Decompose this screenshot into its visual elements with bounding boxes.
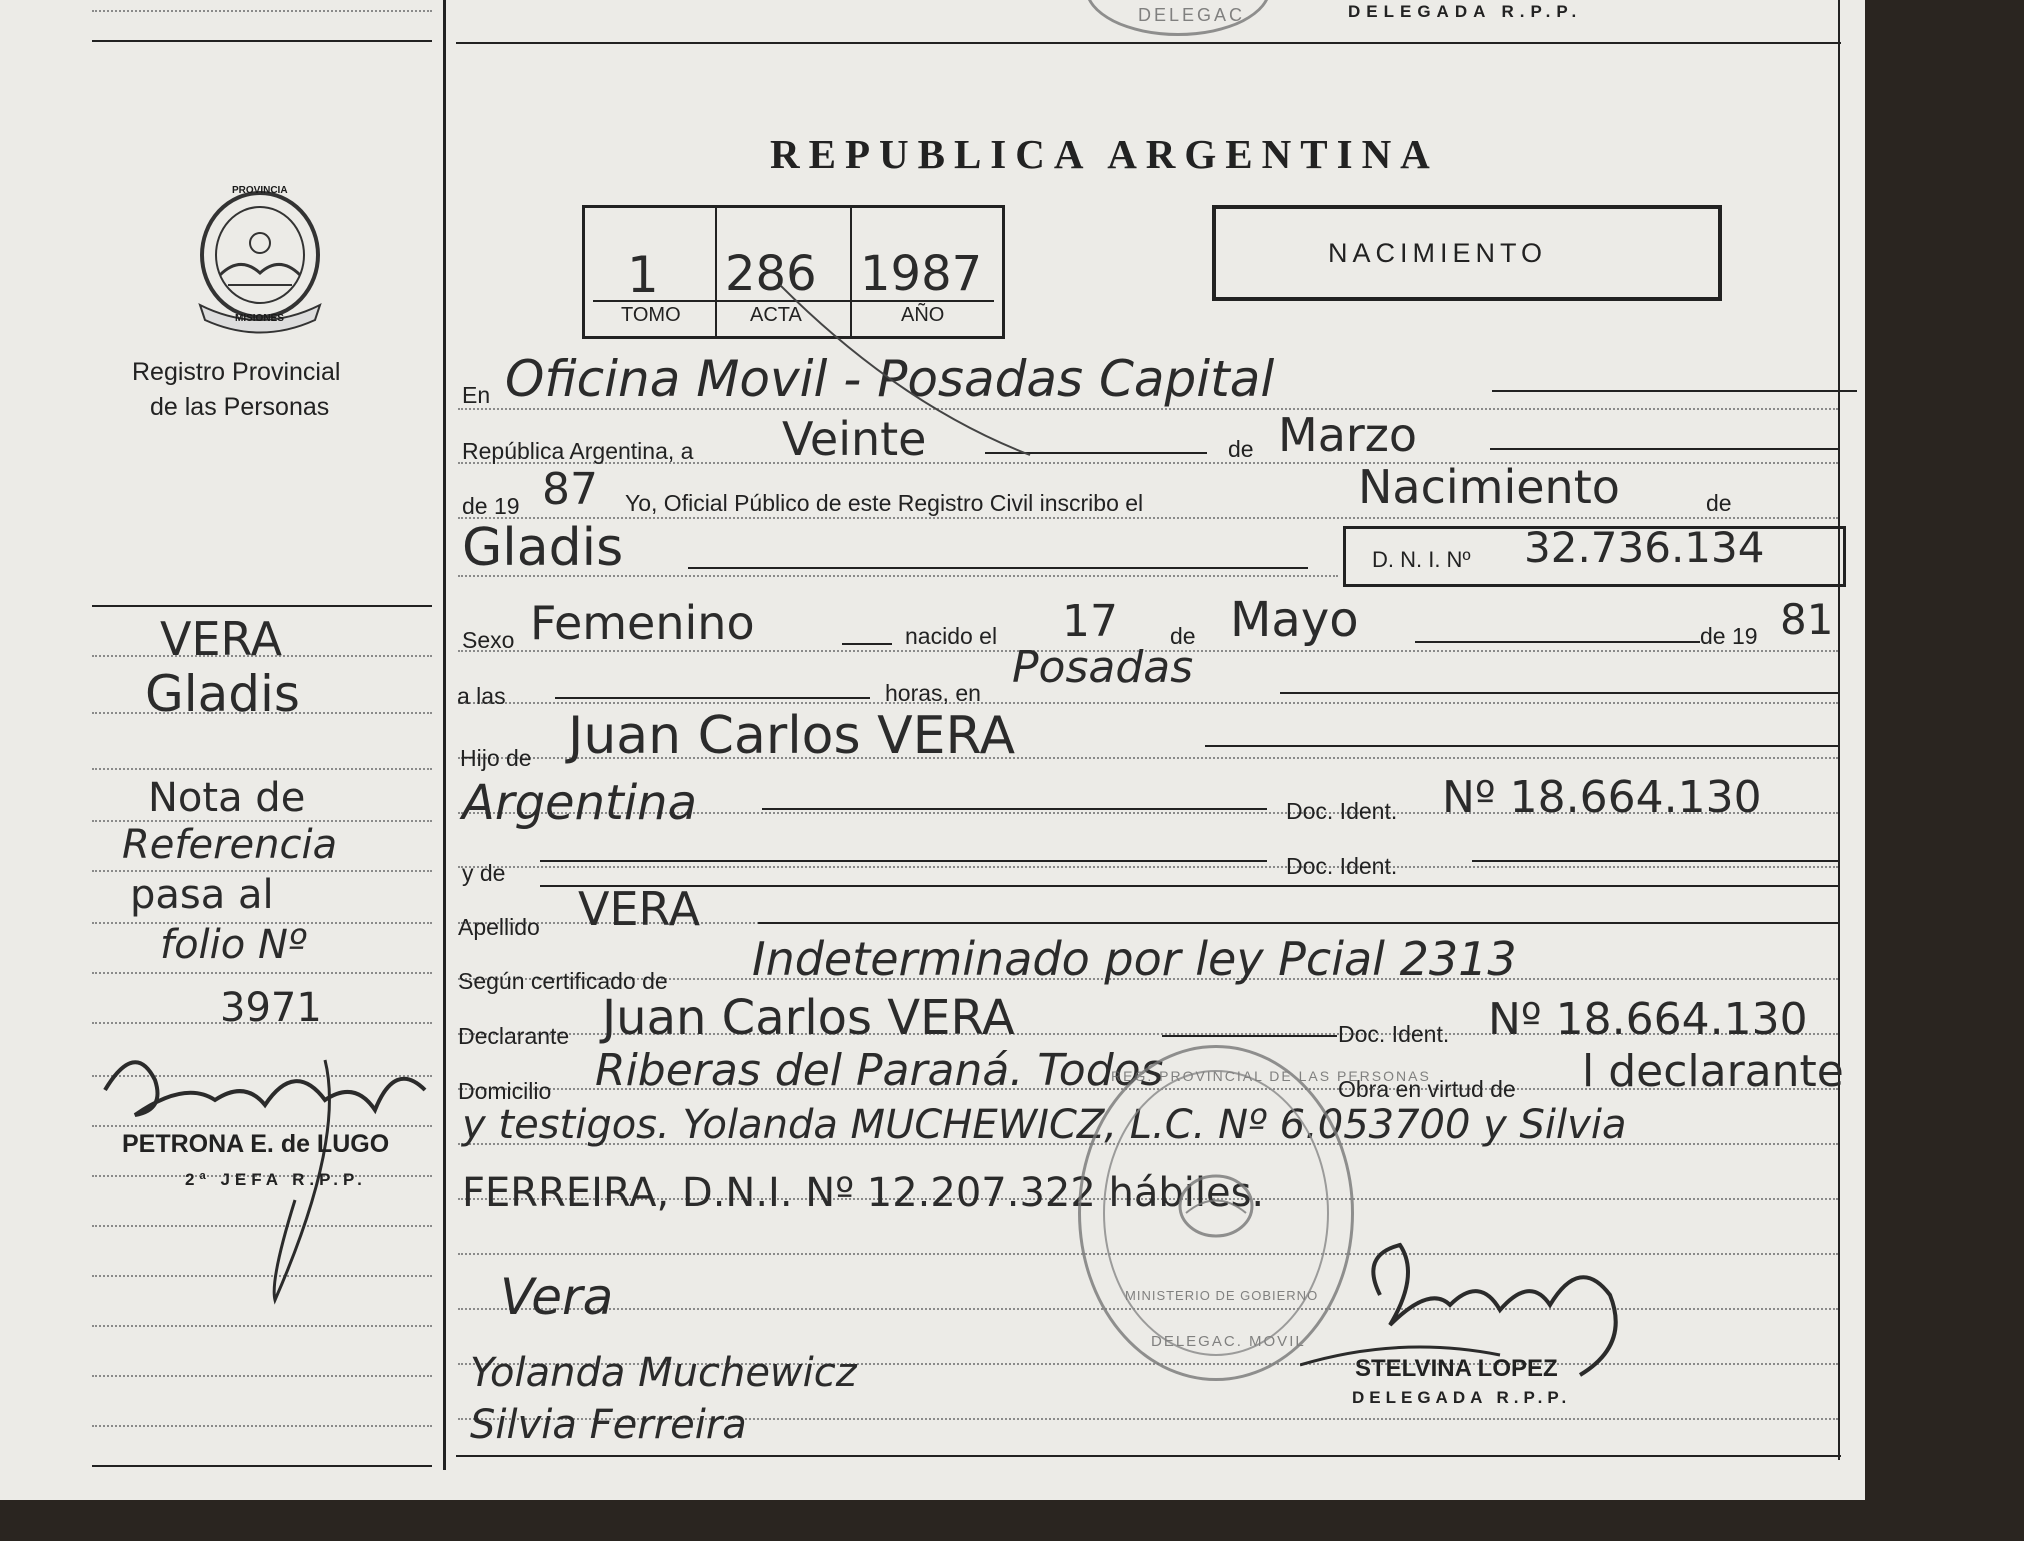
form-dotline xyxy=(458,866,1838,868)
top-rule-right xyxy=(456,42,1841,44)
doc-label3: Doc. Ident. xyxy=(1338,1021,1450,1047)
parent-separator-rule xyxy=(540,885,1838,887)
declarante-doc: Nº 18.664.130 xyxy=(1488,994,1808,1045)
sidebar-rule xyxy=(92,605,432,607)
delegate-title: DELEGADA R.P.P. xyxy=(1352,1388,1572,1407)
top-dots-left xyxy=(92,10,432,12)
fill-line xyxy=(1492,390,1857,392)
birth-month: Mayo xyxy=(1230,592,1359,648)
birth-day: 17 xyxy=(1062,596,1118,647)
margin-surname: VERA xyxy=(160,612,283,666)
fill-line xyxy=(1472,860,1840,862)
dni-box xyxy=(1343,523,1846,587)
top-delegate-title: DELEGADA R.P.P. xyxy=(1348,2,1583,21)
year-prefix: de 19 xyxy=(462,493,520,519)
a-las-label: a las xyxy=(457,683,506,709)
birth-year-prefix: de 19 xyxy=(1700,623,1758,649)
birth-year-suffix: 81 xyxy=(1780,595,1834,644)
form-dotline xyxy=(458,517,1838,519)
y-de-label: y de xyxy=(462,860,506,886)
form-bottom-rule xyxy=(456,1455,1841,1457)
tomo-value: 1 xyxy=(627,246,659,304)
hijo-label: Hijo de xyxy=(460,745,532,771)
pen-stroke-icon xyxy=(780,285,1080,485)
de-label: de xyxy=(1228,436,1254,462)
signature-silvia: Silvia Ferreira xyxy=(470,1402,747,1448)
registry-seal: REG. PROVINCIAL DE LAS PERSONAS MINISTERIO DE GOBIERNO DELEGAC. MOVIL xyxy=(1078,1045,1354,1381)
delegate-name: STELVINA LOPEZ xyxy=(1355,1355,1558,1382)
top-rule-left xyxy=(92,40,432,42)
officer-text: Yo, Oficial Público de este Registro Civil inscribo el xyxy=(625,490,1144,516)
fill-line xyxy=(1205,745,1840,747)
domicilio-label: Domicilio xyxy=(458,1078,552,1104)
form-dotline xyxy=(458,408,1838,410)
declarante-label: Declarante xyxy=(458,1023,570,1049)
margin-note-line5: 3971 xyxy=(220,985,322,1031)
doc-label2: Doc. Ident. xyxy=(1286,853,1398,879)
sidebar-dots xyxy=(92,972,432,974)
sidebar-bottom-rule xyxy=(92,1465,432,1467)
obra-value: l declarante xyxy=(1582,1046,1844,1097)
office-value: Oficina Movil - Posadas Capital xyxy=(505,350,1275,408)
institution-line1: Registro Provincial xyxy=(132,358,341,386)
fill-line xyxy=(1490,448,1838,450)
republica-label: República Argentina, a xyxy=(462,438,694,464)
domicilio-value: Riberas del Paraná. Todos xyxy=(595,1045,1164,1096)
year-suffix: 87 xyxy=(542,464,598,515)
act-type: Nacimiento xyxy=(1358,460,1620,514)
certificado-value: Indeterminado por ley Pcial 2313 xyxy=(752,932,1517,986)
father-doc: Nº 18.664.130 xyxy=(1442,772,1762,823)
apellido-label: Apellido xyxy=(458,914,540,940)
de-label2: de xyxy=(1706,490,1732,516)
sidebar-dots xyxy=(92,1375,432,1377)
sexo-value: Femenino xyxy=(530,596,755,650)
anio-label: AÑO xyxy=(901,304,945,326)
sexo-label: Sexo xyxy=(462,627,515,653)
acta-label: ACTA xyxy=(750,304,802,326)
en-label: En xyxy=(462,382,491,408)
form-right-border xyxy=(1838,0,1840,1460)
de-label3: de xyxy=(1170,623,1196,649)
country-title: REPUBLICA ARGENTINA xyxy=(770,131,1439,177)
horas-label: horas, en xyxy=(885,680,981,706)
fill-line xyxy=(1280,692,1838,694)
fill-line xyxy=(758,922,1838,924)
form-dotline xyxy=(458,702,1838,704)
seal-crest-icon xyxy=(1171,1168,1261,1248)
father-name: Juan Carlos VERA xyxy=(568,706,1016,766)
record-type-box: NACIMIENTO xyxy=(1212,205,1722,301)
margin-note-line2: Referencia xyxy=(122,822,338,868)
signature-vera: Vera xyxy=(500,1268,614,1326)
fill-line xyxy=(688,567,1308,569)
apellido-value: VERA xyxy=(578,882,701,936)
sidebar-dots xyxy=(92,1425,432,1427)
witness-line2: FERREIRA, D.N.I. Nº 12.207.322 hábiles. xyxy=(462,1170,1265,1216)
margin-note-line4: folio Nº xyxy=(160,922,307,968)
declarante-name: Juan Carlos VERA xyxy=(602,990,1015,1046)
fill-line xyxy=(1415,641,1700,643)
margin-note-line1: Nota de xyxy=(148,775,306,821)
dni-label: D. N. I. Nº xyxy=(1372,547,1471,572)
fill-line xyxy=(842,643,892,645)
margin-note-line3: pasa al xyxy=(130,872,274,918)
sidebar-dots xyxy=(92,1325,432,1327)
fill-line xyxy=(540,860,1267,862)
child-name: Gladis xyxy=(462,518,624,578)
institution-line2: de las Personas xyxy=(150,393,330,421)
margin-official-title: 2ª JEFA R.P.P. xyxy=(185,1170,367,1189)
anio-value: 1987 xyxy=(860,246,983,302)
birth-place: Posadas xyxy=(1012,642,1194,693)
obra-label: Obra en virtud de xyxy=(1338,1076,1516,1102)
certificado-label: Según certificado de xyxy=(458,968,668,994)
province-crest: PROVINCIA MISIONES xyxy=(190,185,330,335)
fill-line xyxy=(555,697,870,699)
dni-value: 32.736.134 xyxy=(1524,523,1765,572)
margin-given-name: Gladis xyxy=(145,665,300,723)
signature-yolanda: Yolanda Muchewicz xyxy=(470,1350,857,1396)
nacido-label: nacido el xyxy=(905,623,998,649)
tomo-label: TOMO xyxy=(621,304,681,326)
top-seal-fragment: DELEGAC xyxy=(1085,0,1271,36)
month-value: Marzo xyxy=(1278,408,1418,462)
fill-line xyxy=(1162,1035,1337,1037)
day-words: Veinte xyxy=(782,412,927,466)
sidebar-dots xyxy=(92,768,432,770)
doc-label: Doc. Ident. xyxy=(1286,798,1398,824)
father-nationality: Argentina xyxy=(462,775,697,831)
acta-value: 286 xyxy=(725,246,817,302)
fill-line xyxy=(762,808,1267,810)
witness-line1: y testigos. Yolanda MUCHEWICZ, L.C. Nº 6.053700 y Silvia xyxy=(462,1102,1627,1148)
margin-official-name: PETRONA E. de LUGO xyxy=(122,1130,390,1158)
